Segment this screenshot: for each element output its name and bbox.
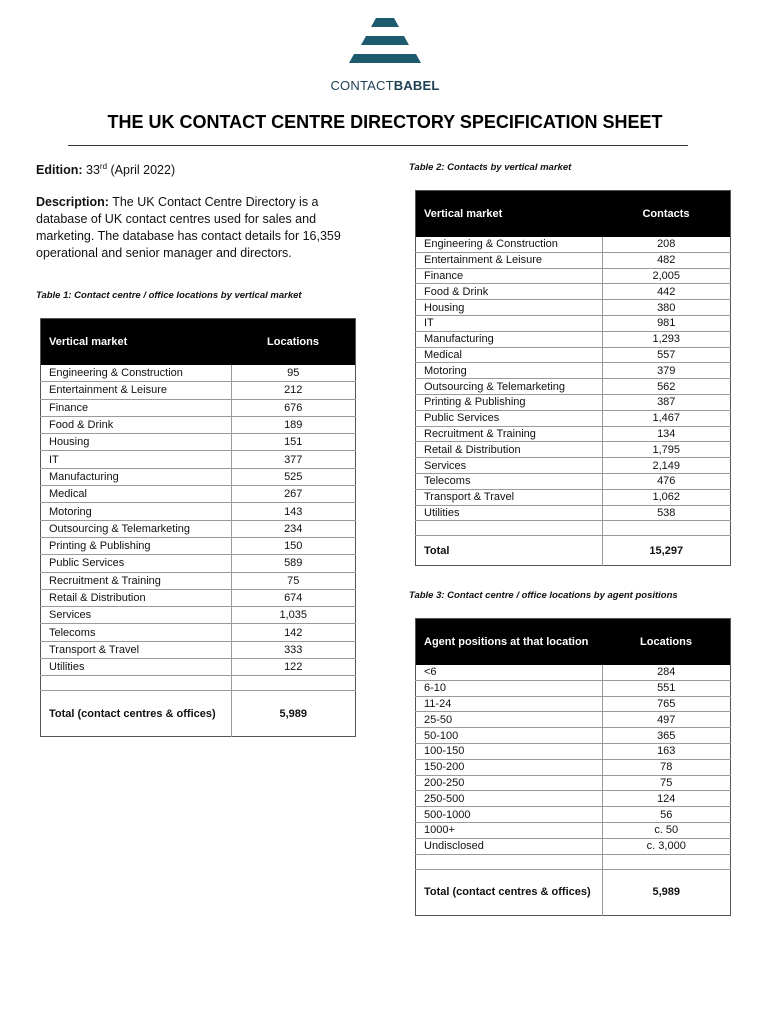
row-label: <6 — [416, 665, 603, 681]
column-header: Vertical market — [41, 319, 232, 365]
table-row — [416, 379, 731, 395]
spacer-row — [41, 676, 356, 691]
row-value: 1,035 — [231, 607, 356, 624]
row-value: 284 — [602, 665, 731, 681]
row-value: 377 — [231, 451, 356, 468]
row-label: Retail & Distribution — [416, 442, 603, 458]
row-label: Motoring — [416, 363, 603, 379]
table-row — [416, 284, 731, 300]
row-value: c. 3,000 — [602, 838, 731, 854]
table-row — [416, 775, 731, 791]
row-value: 134 — [602, 426, 731, 442]
row-value: 150 — [231, 537, 356, 554]
row-value: 482 — [602, 252, 731, 268]
table2-caption: Table 2: Contacts by vertical market — [409, 162, 572, 173]
column-header: Locations — [231, 319, 356, 365]
table1-caption: Table 1: Contact centre / office locations by vertical market — [36, 290, 302, 301]
total-value: 15,297 — [602, 536, 731, 566]
row-value: 765 — [602, 696, 731, 712]
table-row — [416, 807, 731, 823]
table-row — [416, 252, 731, 268]
table-row — [416, 394, 731, 410]
row-label: Manufacturing — [41, 468, 232, 485]
row-label: 100-150 — [416, 743, 603, 759]
table-row — [416, 822, 731, 838]
row-label: Finance — [41, 399, 232, 416]
row-label: Telecoms — [41, 624, 232, 641]
row-label: Food & Drink — [41, 416, 232, 433]
row-label: IT — [41, 451, 232, 468]
row-value: 442 — [602, 284, 731, 300]
table-row — [41, 503, 356, 520]
column-header: Contacts — [602, 191, 731, 237]
spacer-row — [416, 521, 731, 536]
table-row — [416, 426, 731, 442]
table-row — [416, 712, 731, 728]
row-value: 538 — [602, 505, 731, 521]
table-row — [41, 607, 356, 624]
table-row — [41, 434, 356, 451]
table-row — [416, 759, 731, 775]
row-value: 56 — [602, 807, 731, 823]
row-label: Engineering & Construction — [416, 237, 603, 253]
table-locations-by-vertical — [40, 318, 356, 737]
row-label: Outsourcing & Telemarketing — [41, 520, 232, 537]
row-label: 1000+ — [416, 822, 603, 838]
table-row — [41, 468, 356, 485]
row-label: Manufacturing — [416, 331, 603, 347]
title-divider — [68, 145, 688, 146]
table-row — [416, 331, 731, 347]
row-label: 25-50 — [416, 712, 603, 728]
row-label: Engineering & Construction — [41, 365, 232, 382]
table-locations-by-agent-positions — [415, 618, 731, 916]
row-value: 75 — [602, 775, 731, 791]
row-label: Telecoms — [416, 473, 603, 489]
table-row — [41, 382, 356, 399]
row-label: Utilities — [41, 659, 232, 676]
total-label: Total — [416, 536, 603, 566]
page-title: THE UK CONTACT CENTRE DIRECTORY SPECIFICATION SHEET — [107, 112, 663, 132]
row-value: 589 — [231, 555, 356, 572]
spacer-cell — [602, 854, 731, 869]
table-row — [41, 641, 356, 658]
table-row — [41, 624, 356, 641]
row-label: Housing — [416, 300, 603, 316]
row-value: 333 — [231, 641, 356, 658]
row-label: Entertainment & Leisure — [41, 382, 232, 399]
row-label: Retail & Distribution — [41, 589, 232, 606]
total-value: 5,989 — [231, 691, 356, 737]
table-row — [416, 680, 731, 696]
spacer-cell — [416, 521, 603, 536]
total-value: 5,989 — [602, 869, 731, 915]
column-header: Locations — [602, 619, 731, 665]
description-paragraph: Description: The UK Contact Centre Directory is a database of UK contact centres used for sales and marketing. The database has contact details for 16,359 operational and senior manager and directors. — [36, 195, 341, 260]
row-value: 124 — [602, 791, 731, 807]
row-label: 11-24 — [416, 696, 603, 712]
table-row — [416, 315, 731, 331]
table-row — [416, 237, 731, 253]
row-value: 75 — [231, 572, 356, 589]
row-value: 1,062 — [602, 489, 731, 505]
row-label: 250-500 — [416, 791, 603, 807]
row-label: Printing & Publishing — [41, 537, 232, 554]
row-value: 674 — [231, 589, 356, 606]
row-label: 50-100 — [416, 728, 603, 744]
row-value: 497 — [602, 712, 731, 728]
row-value: 212 — [231, 382, 356, 399]
table-row — [41, 572, 356, 589]
table-contacts-by-vertical — [415, 190, 731, 566]
brand-wordmark: CONTACTBABEL — [330, 78, 440, 93]
row-value: 234 — [231, 520, 356, 537]
row-label: Transport & Travel — [416, 489, 603, 505]
table-row — [416, 347, 731, 363]
row-value: 143 — [231, 503, 356, 520]
table-row — [416, 838, 731, 854]
column-header: Agent positions at that location — [416, 619, 603, 665]
row-value: 676 — [231, 399, 356, 416]
total-label: Total (contact centres & offices) — [416, 869, 603, 915]
table-row — [41, 520, 356, 537]
table-row — [41, 416, 356, 433]
row-label: Finance — [416, 268, 603, 284]
table-row — [416, 363, 731, 379]
row-value: 387 — [602, 394, 731, 410]
row-label: Motoring — [41, 503, 232, 520]
row-value: 557 — [602, 347, 731, 363]
row-label: Printing & Publishing — [416, 394, 603, 410]
total-label: Total (contact centres & offices) — [41, 691, 232, 737]
row-value: 151 — [231, 434, 356, 451]
row-value: 1,293 — [602, 331, 731, 347]
table-row — [416, 442, 731, 458]
row-label: 200-250 — [416, 775, 603, 791]
table-row — [416, 458, 731, 474]
row-label: Public Services — [416, 410, 603, 426]
row-value: 95 — [231, 365, 356, 382]
row-label: 150-200 — [416, 759, 603, 775]
table-row — [416, 473, 731, 489]
row-value: c. 50 — [602, 822, 731, 838]
table-row — [416, 791, 731, 807]
table-row — [416, 268, 731, 284]
row-label: 6-10 — [416, 680, 603, 696]
row-value: 122 — [231, 659, 356, 676]
spacer-cell — [231, 676, 356, 691]
row-value: 379 — [602, 363, 731, 379]
table-row — [416, 743, 731, 759]
row-value: 189 — [231, 416, 356, 433]
table-row — [416, 300, 731, 316]
row-value: 208 — [602, 237, 731, 253]
table-row — [41, 659, 356, 676]
row-label: Public Services — [41, 555, 232, 572]
row-value: 1,795 — [602, 442, 731, 458]
row-label: Undisclosed — [416, 838, 603, 854]
table-row — [41, 555, 356, 572]
table-row — [416, 505, 731, 521]
row-value: 981 — [602, 315, 731, 331]
row-value: 525 — [231, 468, 356, 485]
row-label: Medical — [41, 486, 232, 503]
column-header: Vertical market — [416, 191, 603, 237]
row-value: 267 — [231, 486, 356, 503]
row-value: 365 — [602, 728, 731, 744]
row-label: Services — [41, 607, 232, 624]
table-row — [41, 399, 356, 416]
table-row — [41, 451, 356, 468]
row-label: Services — [416, 458, 603, 474]
table-row — [416, 410, 731, 426]
table-row — [41, 365, 356, 382]
table-row — [416, 696, 731, 712]
row-value: 163 — [602, 743, 731, 759]
row-value: 476 — [602, 473, 731, 489]
table-row — [41, 537, 356, 554]
row-label: Transport & Travel — [41, 641, 232, 658]
row-value: 380 — [602, 300, 731, 316]
row-label: Housing — [41, 434, 232, 451]
spacer-cell — [602, 521, 731, 536]
row-value: 1,467 — [602, 410, 731, 426]
spacer-cell — [416, 854, 603, 869]
row-label: Food & Drink — [416, 284, 603, 300]
spacer-row — [416, 854, 731, 869]
row-label: Outsourcing & Telemarketing — [416, 379, 603, 395]
table-row — [416, 728, 731, 744]
row-value: 142 — [231, 624, 356, 641]
table-row — [416, 489, 731, 505]
table-row — [41, 589, 356, 606]
row-label: Recruitment & Training — [416, 426, 603, 442]
table3-caption: Table 3: Contact centre / office locations by agent positions — [409, 590, 678, 601]
spacer-cell — [41, 676, 232, 691]
table-row — [416, 665, 731, 681]
table-row — [41, 486, 356, 503]
row-label: Entertainment & Leisure — [416, 252, 603, 268]
row-value: 78 — [602, 759, 731, 775]
row-label: Medical — [416, 347, 603, 363]
row-label: IT — [416, 315, 603, 331]
row-value: 562 — [602, 379, 731, 395]
row-value: 2,149 — [602, 458, 731, 474]
row-label: Utilities — [416, 505, 603, 521]
row-label: Recruitment & Training — [41, 572, 232, 589]
row-value: 2,005 — [602, 268, 731, 284]
row-value: 551 — [602, 680, 731, 696]
row-label: 500-1000 — [416, 807, 603, 823]
edition-line: Edition: 33rd (April 2022) — [36, 162, 176, 178]
